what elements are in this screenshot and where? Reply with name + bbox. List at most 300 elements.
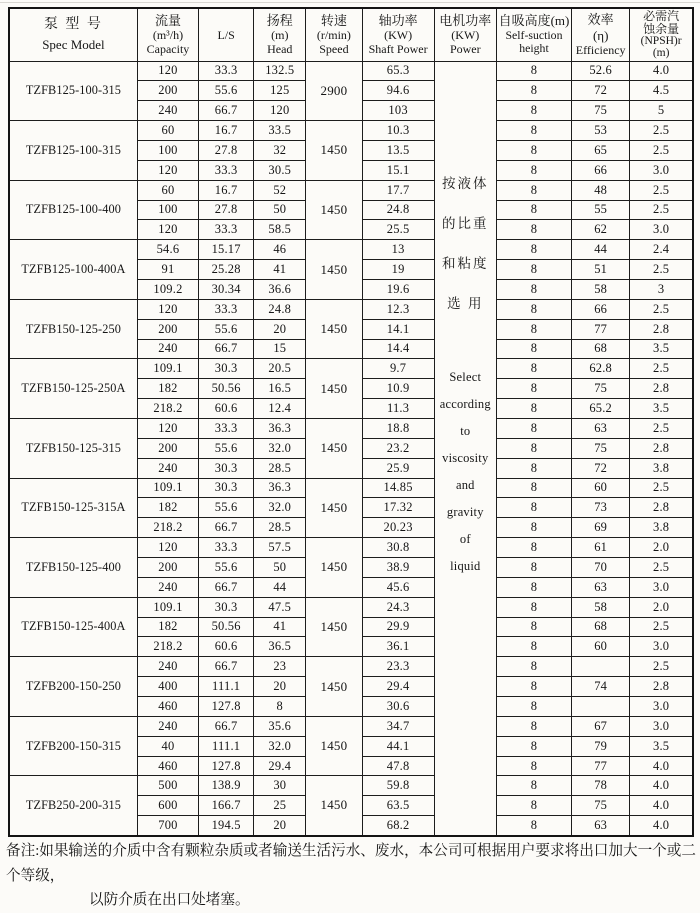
capacity-cell: 240 bbox=[137, 716, 198, 736]
table-row bbox=[9, 299, 693, 319]
shaft-power-cell: 14.1 bbox=[362, 319, 434, 339]
capacity-cell: 182 bbox=[137, 379, 198, 399]
ls-cell: 33.3 bbox=[199, 220, 254, 240]
capacity-cell: 100 bbox=[137, 140, 198, 160]
header-label: Efficiency bbox=[575, 43, 626, 57]
ls-cell: 27.8 bbox=[199, 200, 254, 220]
column-header-self_suction bbox=[496, 8, 571, 61]
header-label: (m³/h) bbox=[152, 28, 184, 43]
suction-height-cell: 8 bbox=[496, 379, 571, 399]
head-cell: 46 bbox=[254, 240, 306, 260]
table-row bbox=[9, 657, 693, 677]
ls-cell: 111.1 bbox=[199, 677, 254, 697]
npsh-cell: 4.0 bbox=[630, 816, 693, 836]
npsh-cell: 2.5 bbox=[630, 418, 693, 438]
capacity-cell: 109.1 bbox=[137, 478, 198, 498]
table-row bbox=[9, 180, 693, 200]
capacity-cell: 182 bbox=[137, 498, 198, 518]
suction-height-cell: 8 bbox=[496, 597, 571, 617]
npsh-cell: 3.0 bbox=[630, 577, 693, 597]
shaft-power-cell: 18.8 bbox=[362, 418, 434, 438]
head-cell: 50 bbox=[254, 557, 306, 577]
ls-cell: 30.3 bbox=[199, 359, 254, 379]
npsh-cell: 2.5 bbox=[630, 657, 693, 677]
power-note-line: 按液体 bbox=[442, 175, 489, 191]
efficiency-cell: 62 bbox=[572, 220, 630, 240]
capacity-cell: 109.1 bbox=[137, 359, 198, 379]
npsh-cell: 2.5 bbox=[630, 359, 693, 379]
speed-cell: 1450 bbox=[306, 716, 362, 776]
ls-cell: 16.7 bbox=[199, 180, 254, 200]
efficiency-cell: 69 bbox=[572, 518, 630, 538]
efficiency-cell: 66 bbox=[572, 160, 630, 180]
table-header bbox=[9, 8, 693, 61]
shaft-power-cell: 29.9 bbox=[362, 617, 434, 637]
head-cell: 41 bbox=[254, 617, 306, 637]
ls-cell: 66.7 bbox=[199, 101, 254, 121]
npsh-cell: 3.0 bbox=[630, 220, 693, 240]
efficiency-cell: 75 bbox=[572, 101, 630, 121]
efficiency-cell: 63 bbox=[572, 577, 630, 597]
column-header-npsh bbox=[630, 8, 693, 61]
npsh-cell: 4.0 bbox=[630, 61, 693, 81]
npsh-cell: 2.5 bbox=[630, 200, 693, 220]
efficiency-cell: 75 bbox=[572, 438, 630, 458]
suction-height-cell: 8 bbox=[496, 418, 571, 438]
model-cell: TZFB150-125-400A bbox=[9, 597, 137, 657]
suction-height-cell: 8 bbox=[496, 140, 571, 160]
ls-cell: 30.3 bbox=[199, 478, 254, 498]
efficiency-cell: 48 bbox=[572, 180, 630, 200]
capacity-cell: 109.2 bbox=[137, 279, 198, 299]
speed-cell: 1450 bbox=[306, 299, 362, 359]
head-cell: 23 bbox=[254, 657, 306, 677]
shaft-power-cell: 13.5 bbox=[362, 140, 434, 160]
head-cell: 28.5 bbox=[254, 518, 306, 538]
power-note-line: liquid bbox=[450, 558, 481, 573]
shaft-power-cell: 68.2 bbox=[362, 816, 434, 836]
suction-height-cell: 8 bbox=[496, 716, 571, 736]
head-cell: 28.5 bbox=[254, 458, 306, 478]
suction-height-cell: 8 bbox=[496, 121, 571, 141]
ls-cell: 60.6 bbox=[199, 637, 254, 657]
npsh-cell: 2.5 bbox=[630, 299, 693, 319]
capacity-cell: 120 bbox=[137, 418, 198, 438]
ls-cell: 25.28 bbox=[199, 260, 254, 280]
head-cell: 30 bbox=[254, 776, 306, 796]
npsh-cell: 5 bbox=[630, 101, 693, 121]
suction-height-cell: 8 bbox=[496, 796, 571, 816]
header-label: (KW) bbox=[384, 28, 413, 43]
speed-cell: 1450 bbox=[306, 121, 362, 181]
ls-cell: 66.7 bbox=[199, 518, 254, 538]
header-label: 泵 型 号 bbox=[43, 17, 103, 33]
efficiency-cell: 55 bbox=[572, 200, 630, 220]
suction-height-cell: 8 bbox=[496, 200, 571, 220]
head-cell: 125 bbox=[254, 81, 306, 101]
suction-height-cell: 8 bbox=[496, 81, 571, 101]
speed-cell: 2900 bbox=[306, 61, 362, 121]
suction-height-cell: 8 bbox=[496, 657, 571, 677]
head-cell: 8 bbox=[254, 697, 306, 717]
efficiency-cell: 52.6 bbox=[572, 61, 630, 81]
header-label: Self-suction bbox=[505, 27, 563, 42]
efficiency-cell: 51 bbox=[572, 260, 630, 280]
speed-cell: 1450 bbox=[306, 478, 362, 538]
head-cell: 29.4 bbox=[254, 756, 306, 776]
shaft-power-cell: 13 bbox=[362, 240, 434, 260]
shaft-power-cell: 25.5 bbox=[362, 220, 434, 240]
speed-cell: 1450 bbox=[306, 657, 362, 717]
footnote bbox=[6, 839, 696, 913]
npsh-cell: 2.5 bbox=[630, 140, 693, 160]
power-note-line: 选 用 bbox=[447, 295, 484, 311]
efficiency-cell: 62.8 bbox=[572, 359, 630, 379]
model-cell: TZFB125-100-315 bbox=[9, 61, 137, 121]
power-note-line: viscosity bbox=[442, 450, 489, 465]
ls-cell: 30.3 bbox=[199, 597, 254, 617]
npsh-cell: 2.4 bbox=[630, 240, 693, 260]
capacity-cell: 240 bbox=[137, 577, 198, 597]
capacity-cell: 240 bbox=[137, 657, 198, 677]
npsh-cell: 4.0 bbox=[630, 776, 693, 796]
npsh-cell: 4.0 bbox=[630, 756, 693, 776]
shaft-power-cell: 25.9 bbox=[362, 458, 434, 478]
ls-cell: 50.56 bbox=[199, 379, 254, 399]
shaft-power-cell: 45.6 bbox=[362, 577, 434, 597]
capacity-cell: 400 bbox=[137, 677, 198, 697]
header-label: 扬程 bbox=[266, 12, 293, 28]
efficiency-cell: 44 bbox=[572, 240, 630, 260]
model-cell: TZFB150-125-315A bbox=[9, 478, 137, 538]
head-cell: 36.3 bbox=[254, 418, 306, 438]
suction-height-cell: 8 bbox=[496, 816, 571, 836]
header-label: (η) bbox=[592, 27, 609, 43]
suction-height-cell: 8 bbox=[496, 518, 571, 538]
ls-cell: 33.3 bbox=[199, 538, 254, 558]
head-cell: 132.5 bbox=[254, 61, 306, 81]
speed-cell: 1450 bbox=[306, 240, 362, 300]
efficiency-cell: 75 bbox=[572, 796, 630, 816]
suction-height-cell: 8 bbox=[496, 438, 571, 458]
column-header-speed bbox=[306, 8, 362, 61]
capacity-cell: 120 bbox=[137, 160, 198, 180]
capacity-cell: 91 bbox=[137, 260, 198, 280]
capacity-cell: 120 bbox=[137, 538, 198, 558]
shaft-power-cell: 38.9 bbox=[362, 557, 434, 577]
capacity-cell: 100 bbox=[137, 200, 198, 220]
capacity-cell: 600 bbox=[137, 796, 198, 816]
efficiency-cell: 77 bbox=[572, 756, 630, 776]
ls-cell: 33.3 bbox=[199, 160, 254, 180]
suction-height-cell: 8 bbox=[496, 240, 571, 260]
efficiency-cell: 73 bbox=[572, 498, 630, 518]
suction-height-cell: 8 bbox=[496, 220, 571, 240]
head-cell: 32.0 bbox=[254, 736, 306, 756]
header-label: 流量 bbox=[154, 12, 181, 28]
npsh-cell: 2.8 bbox=[630, 498, 693, 518]
npsh-cell: 4.5 bbox=[630, 81, 693, 101]
shaft-power-cell: 10.3 bbox=[362, 121, 434, 141]
npsh-cell: 3.5 bbox=[630, 736, 693, 756]
suction-height-cell: 8 bbox=[496, 697, 571, 717]
efficiency-cell: 74 bbox=[572, 677, 630, 697]
model-cell: TZFB150-125-250 bbox=[9, 299, 137, 359]
efficiency-cell bbox=[572, 657, 630, 677]
efficiency-cell: 79 bbox=[572, 736, 630, 756]
head-cell: 25 bbox=[254, 796, 306, 816]
efficiency-cell: 68 bbox=[572, 339, 630, 359]
shaft-power-cell: 10.9 bbox=[362, 379, 434, 399]
header-label: 转速 bbox=[320, 12, 347, 28]
shaft-power-cell: 19 bbox=[362, 260, 434, 280]
ls-cell: 15.17 bbox=[199, 240, 254, 260]
efficiency-cell: 72 bbox=[572, 81, 630, 101]
suction-height-cell: 8 bbox=[496, 180, 571, 200]
capacity-cell: 200 bbox=[137, 319, 198, 339]
capacity-cell: 60 bbox=[137, 180, 198, 200]
capacity-cell: 120 bbox=[137, 299, 198, 319]
capacity-cell: 182 bbox=[137, 617, 198, 637]
header-label: 轴功率 bbox=[378, 12, 418, 28]
npsh-cell: 4.0 bbox=[630, 796, 693, 816]
model-cell: TZFB150-125-250A bbox=[9, 359, 137, 419]
header-label: 蚀余量 bbox=[643, 21, 680, 36]
shaft-power-cell: 17.7 bbox=[362, 180, 434, 200]
column-header-head bbox=[254, 8, 306, 61]
capacity-cell: 240 bbox=[137, 101, 198, 121]
efficiency-cell: 72 bbox=[572, 458, 630, 478]
capacity-cell: 120 bbox=[137, 61, 198, 81]
table-row bbox=[9, 776, 693, 796]
efficiency-cell: 65 bbox=[572, 140, 630, 160]
head-cell: 120 bbox=[254, 101, 306, 121]
efficiency-cell: 61 bbox=[572, 538, 630, 558]
npsh-cell: 3.0 bbox=[630, 697, 693, 717]
head-cell: 24.8 bbox=[254, 299, 306, 319]
shaft-power-cell: 23.2 bbox=[362, 438, 434, 458]
ls-cell: 55.6 bbox=[199, 319, 254, 339]
table-row bbox=[9, 61, 693, 81]
shaft-power-cell: 14.4 bbox=[362, 339, 434, 359]
shaft-power-cell: 20.23 bbox=[362, 518, 434, 538]
scan-edge-line bbox=[0, 2, 700, 3]
npsh-cell: 2.8 bbox=[630, 438, 693, 458]
npsh-cell: 3 bbox=[630, 279, 693, 299]
column-header-model bbox=[9, 8, 137, 61]
suction-height-cell: 8 bbox=[496, 339, 571, 359]
footnote-line-1: 备注:如果输送的介质中含有颗粒杂质或者输送生活污水、废水，本公司可根据用户要求将出口加大一个或二个等级， bbox=[6, 843, 696, 884]
ls-cell: 66.7 bbox=[199, 657, 254, 677]
head-cell: 20.5 bbox=[254, 359, 306, 379]
efficiency-cell bbox=[572, 697, 630, 717]
ls-cell: 55.6 bbox=[199, 438, 254, 458]
ls-cell: 166.7 bbox=[199, 796, 254, 816]
head-cell: 20 bbox=[254, 816, 306, 836]
suction-height-cell: 8 bbox=[496, 101, 571, 121]
power-note-line: 和粘度 bbox=[442, 255, 489, 271]
header-label: Capacity bbox=[146, 42, 190, 57]
ls-cell: 127.8 bbox=[199, 756, 254, 776]
ls-cell: 27.8 bbox=[199, 140, 254, 160]
header-label: Spec Model bbox=[42, 36, 105, 52]
efficiency-cell: 67 bbox=[572, 716, 630, 736]
suction-height-cell: 8 bbox=[496, 359, 571, 379]
suction-height-cell: 8 bbox=[496, 577, 571, 597]
ls-cell: 194.5 bbox=[199, 816, 254, 836]
shaft-power-cell: 63.5 bbox=[362, 796, 434, 816]
header-label: (m) bbox=[271, 28, 289, 43]
speed-cell: 1450 bbox=[306, 180, 362, 240]
pump-spec-table bbox=[8, 7, 694, 837]
motor-power-note bbox=[435, 62, 496, 580]
shaft-power-cell: 36.1 bbox=[362, 637, 434, 657]
shaft-power-cell: 15.1 bbox=[362, 160, 434, 180]
head-cell: 41 bbox=[254, 260, 306, 280]
efficiency-cell: 65.2 bbox=[572, 399, 630, 419]
table-row bbox=[9, 240, 693, 260]
npsh-cell: 3.8 bbox=[630, 458, 693, 478]
capacity-cell: 218.2 bbox=[137, 518, 198, 538]
column-header-ls bbox=[199, 8, 254, 61]
head-cell: 58.5 bbox=[254, 220, 306, 240]
table-row bbox=[9, 716, 693, 736]
header-label: (KW) bbox=[451, 28, 480, 43]
npsh-cell: 2.8 bbox=[630, 379, 693, 399]
head-cell: 57.5 bbox=[254, 538, 306, 558]
suction-height-cell: 8 bbox=[496, 299, 571, 319]
efficiency-cell: 68 bbox=[572, 617, 630, 637]
suction-height-cell: 8 bbox=[496, 458, 571, 478]
head-cell: 35.6 bbox=[254, 716, 306, 736]
ls-cell: 33.3 bbox=[199, 61, 254, 81]
shaft-power-cell: 19.6 bbox=[362, 279, 434, 299]
head-cell: 33.5 bbox=[254, 121, 306, 141]
table-body bbox=[9, 61, 693, 836]
npsh-cell: 3.0 bbox=[630, 160, 693, 180]
head-cell: 44 bbox=[254, 577, 306, 597]
capacity-cell: 240 bbox=[137, 339, 198, 359]
speed-cell: 1450 bbox=[306, 597, 362, 657]
speed-cell: 1450 bbox=[306, 538, 362, 598]
efficiency-cell: 77 bbox=[572, 319, 630, 339]
model-cell: TZFB125-100-400A bbox=[9, 240, 137, 300]
header-label: (r/min) bbox=[316, 28, 351, 43]
shaft-power-cell: 47.8 bbox=[362, 756, 434, 776]
head-cell: 52 bbox=[254, 180, 306, 200]
ls-cell: 16.7 bbox=[199, 121, 254, 141]
npsh-cell: 2.8 bbox=[630, 319, 693, 339]
model-cell: TZFB125-100-400 bbox=[9, 180, 137, 240]
efficiency-cell: 78 bbox=[572, 776, 630, 796]
head-cell: 20 bbox=[254, 319, 306, 339]
header-row bbox=[9, 8, 693, 61]
column-header-capacity bbox=[137, 8, 198, 61]
header-label: 效率 bbox=[587, 12, 614, 28]
suction-height-cell: 8 bbox=[496, 260, 571, 280]
head-cell: 15 bbox=[254, 339, 306, 359]
suction-height-cell: 8 bbox=[496, 557, 571, 577]
suction-height-cell: 8 bbox=[496, 498, 571, 518]
shaft-power-cell: 94.6 bbox=[362, 81, 434, 101]
ls-cell: 138.9 bbox=[199, 776, 254, 796]
shaft-power-cell: 14.85 bbox=[362, 478, 434, 498]
head-cell: 16.5 bbox=[254, 379, 306, 399]
header-label: (NPSH)r bbox=[640, 35, 682, 48]
table-row bbox=[9, 359, 693, 379]
npsh-cell: 2.5 bbox=[630, 180, 693, 200]
capacity-cell: 109.1 bbox=[137, 597, 198, 617]
capacity-cell: 200 bbox=[137, 81, 198, 101]
suction-height-cell: 8 bbox=[496, 279, 571, 299]
capacity-cell: 54.6 bbox=[137, 240, 198, 260]
npsh-cell: 3.5 bbox=[630, 399, 693, 419]
npsh-cell: 2.5 bbox=[630, 557, 693, 577]
ls-cell: 33.3 bbox=[199, 299, 254, 319]
npsh-cell: 3.0 bbox=[630, 716, 693, 736]
power-note-spacer bbox=[435, 324, 496, 364]
npsh-cell: 2.5 bbox=[630, 121, 693, 141]
footnote-line-2: 以防介质在出口处堵塞。 bbox=[89, 892, 250, 908]
npsh-cell: 3.5 bbox=[630, 339, 693, 359]
header-label: Head bbox=[267, 42, 293, 57]
column-header-shaft_power bbox=[362, 8, 434, 61]
shaft-power-cell: 23.3 bbox=[362, 657, 434, 677]
model-cell: TZFB250-200-315 bbox=[9, 776, 137, 836]
header-label: 电机功率 bbox=[439, 12, 492, 28]
suction-height-cell: 8 bbox=[496, 677, 571, 697]
suction-height-cell: 8 bbox=[496, 617, 571, 637]
header-label: Shaft Power bbox=[368, 42, 428, 57]
npsh-cell: 2.0 bbox=[630, 597, 693, 617]
motor-power-note-cell bbox=[434, 61, 496, 836]
npsh-cell: 2.5 bbox=[630, 478, 693, 498]
table-row bbox=[9, 597, 693, 617]
head-cell: 36.5 bbox=[254, 637, 306, 657]
suction-height-cell: 8 bbox=[496, 538, 571, 558]
shaft-power-cell: 59.8 bbox=[362, 776, 434, 796]
table-row bbox=[9, 538, 693, 558]
ls-cell: 50.56 bbox=[199, 617, 254, 637]
ls-cell: 111.1 bbox=[199, 736, 254, 756]
ls-cell: 66.7 bbox=[199, 339, 254, 359]
efficiency-cell: 75 bbox=[572, 379, 630, 399]
capacity-cell: 200 bbox=[137, 438, 198, 458]
shaft-power-cell: 24.3 bbox=[362, 597, 434, 617]
ls-cell: 127.8 bbox=[199, 697, 254, 717]
table-row bbox=[9, 418, 693, 438]
efficiency-cell: 53 bbox=[572, 121, 630, 141]
model-cell: TZFB125-100-315 bbox=[9, 121, 137, 181]
shaft-power-cell: 29.4 bbox=[362, 677, 434, 697]
model-cell: TZFB150-125-400 bbox=[9, 538, 137, 598]
head-cell: 32.0 bbox=[254, 438, 306, 458]
capacity-cell: 200 bbox=[137, 557, 198, 577]
capacity-cell: 240 bbox=[137, 458, 198, 478]
head-cell: 36.6 bbox=[254, 279, 306, 299]
header-label: 必需汽 bbox=[643, 9, 680, 24]
header-label: Power bbox=[449, 42, 481, 57]
head-cell: 47.5 bbox=[254, 597, 306, 617]
suction-height-cell: 8 bbox=[496, 61, 571, 81]
speed-cell: 1450 bbox=[306, 359, 362, 419]
shaft-power-cell: 24.8 bbox=[362, 200, 434, 220]
header-label: height bbox=[519, 41, 549, 56]
ls-cell: 55.6 bbox=[199, 557, 254, 577]
npsh-cell: 3.8 bbox=[630, 518, 693, 538]
capacity-cell: 60 bbox=[137, 121, 198, 141]
header-label: Speed bbox=[319, 42, 349, 57]
